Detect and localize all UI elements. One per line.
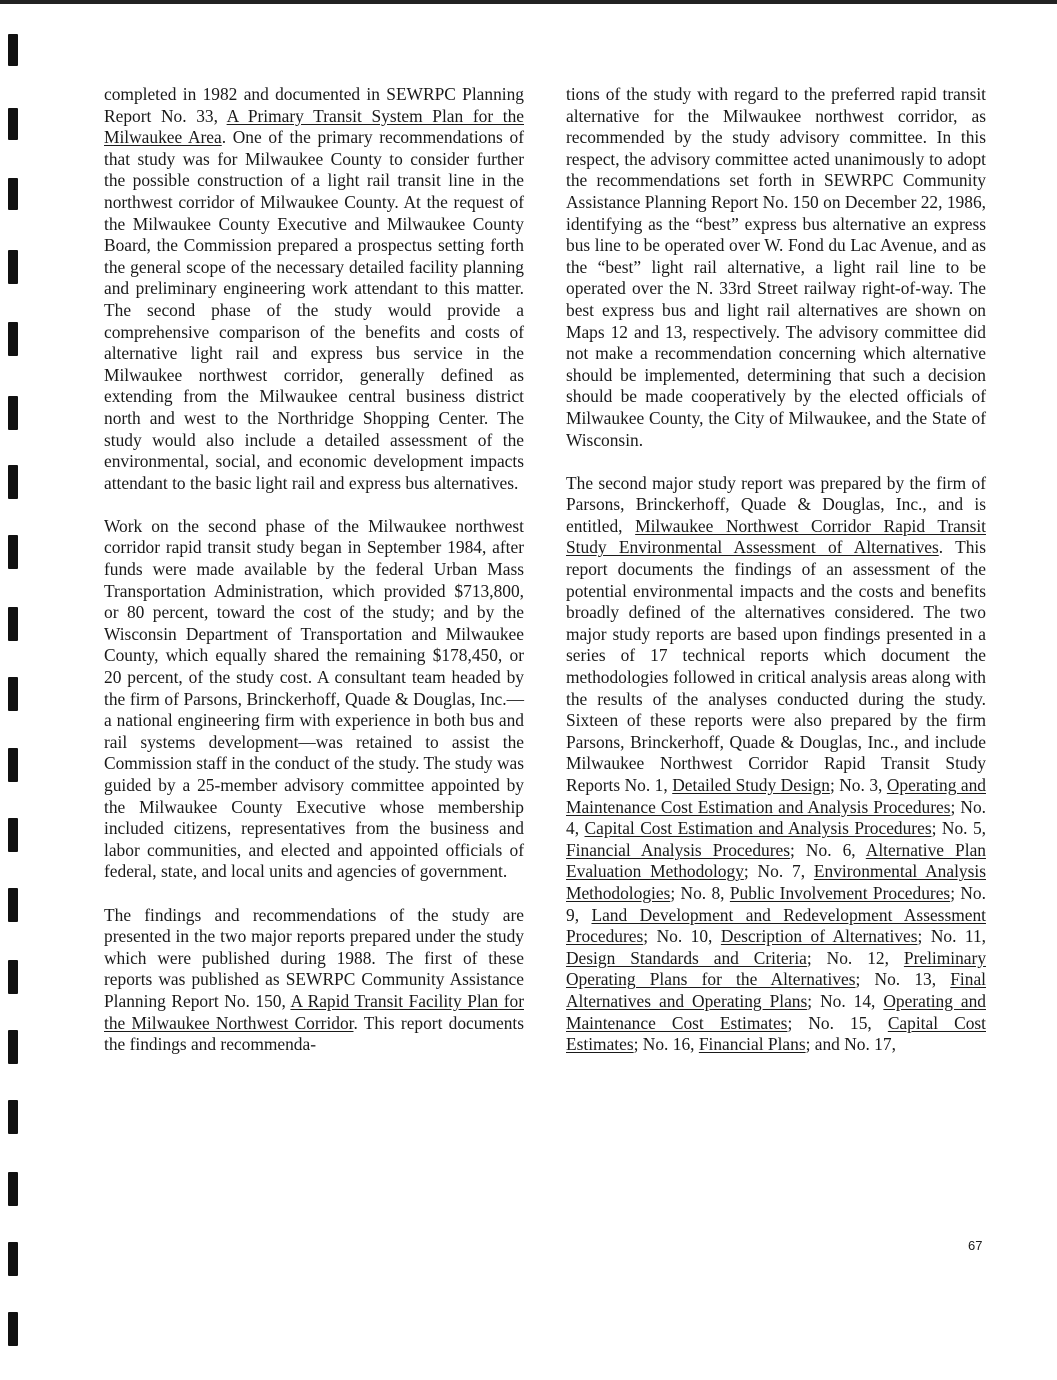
- report-title: Detailed Study Design: [672, 775, 830, 795]
- paragraph: tions of the study with regard to the preferred rapid transit alternative for the Milwaukee northwest corridor, as recommended by the study advisory committee. In this respect, the advisory committee acted unanimously to adopt the recommendations set forth in SEWRPC Community Assistance Planning Report No. 150 on December 22, 1986, identifying as the “best” express bus alternative an express bus line to be operated over W. Fond du Lac Avenue, and as the “best” light rail alternative, a light rail line to be operated over the N. 33rd Street railway right-of-way. The best express bus and light rail alternatives are shown on Maps 12 and 13, respectively. The advisory committee did not make a recommendation concerning which alternative should be implemented, determining that such a decision should be made cooperatively by the elected officials of Milwaukee County, the City of Milwaukee, and the State of Wisconsin.: [566, 84, 986, 450]
- report-title: Environmental Analysis Methodologies: [566, 861, 986, 903]
- paragraph: completed in 1982 and documented in SEWRPC Planning Report No. 33, A Primary Transit System Plan for the Milwaukee Area. One of the primary recommendations of that study was for Milwaukee County to consider further the possible construction of a light rail transit line in the northwest corridor of Milwaukee County. At the request of the Milwaukee County Executive and Milwaukee County Board, the Commission prepared a prospectus setting forth the general scope of the necessary detailed facility planning and preliminary engineering work attendant to this matter. The second phase of the study would provide a comprehensive comparison of the benefits and costs of alternative light rail and express bus service in the Milwaukee northwest corridor, generally defined as extending from the Milwaukee central business district north and west to the Northridge Shopping Center. The study would also include a detailed assessment of the environmental, social, and economic development impacts attendant to the basic light rail and express bus alternatives.: [104, 84, 524, 493]
- report-title: Final Alternatives and Operating Plans: [566, 969, 987, 1011]
- left-column: [104, 84, 524, 1077]
- right-column: [566, 84, 986, 1077]
- binding-mark: [8, 1172, 18, 1206]
- report-title: Land Development and Redevelopment Assessment Procedures: [566, 904, 986, 947]
- binding-mark: [8, 960, 18, 994]
- scan-top-edge: [0, 0, 1057, 4]
- report-title: Design Standards and Criteria: [566, 947, 807, 968]
- report-title: Alternative Plan Evaluation Methodology: [566, 839, 986, 882]
- binding-mark: [8, 1312, 18, 1346]
- report-title: A Primary Transit System Plan for the Milwaukee Area: [104, 105, 524, 148]
- binding-mark: [8, 677, 18, 711]
- report-title: Financial Analysis Procedures: [566, 839, 791, 860]
- report-title: Milwaukee Northwest Corridor Rapid Transit Study Environmental Assessment of Alternatives: [566, 515, 986, 558]
- paragraph: Work on the second phase of the Milwaukee northwest corridor rapid transit study began in September 1984, after funds were made available by the federal Urban Mass Transportation Administration, which provided $713,800, or 80 percent, toward the cost of the study; and by the Wisconsin Department of Transportation and Milwaukee County, which equally shared the remaining $178,450, or 20 percent, of the study cost. A consultant team headed by the firm of Parsons, Brinckerhoff, Quade & Douglas, Inc.—a national engineering firm with experience in both bus and rail systems development—was retained to assist the Commission staff in the conduct of the study. The study was guided by a 25-member advisory committee appointed by the Milwaukee County Executive whose membership included citizens, representatives from the business and labor communities, and elected and appointed officials of federal, state, and local units and agencies of government.: [104, 515, 524, 882]
- binding-mark: [8, 465, 18, 499]
- report-title: A Rapid Transit Facility Plan for the Milwaukee Northwest Corridor: [104, 990, 524, 1033]
- binding-mark: [8, 1030, 18, 1064]
- binding-mark: [8, 1100, 18, 1134]
- binding-mark: [8, 1242, 18, 1276]
- binding-mark: [8, 535, 18, 569]
- page-number: 67: [968, 1238, 983, 1253]
- binding-holes: [4, 0, 24, 1380]
- binding-mark: [8, 818, 18, 852]
- report-title: Capital Cost Estimates: [566, 1012, 986, 1055]
- binding-mark: [8, 108, 18, 140]
- report-title: Operating and Maintenance Cost Estimation and Analysis Procedures: [566, 775, 986, 817]
- report-title: Capital Cost Estimation and Analysis Procedures: [584, 818, 932, 839]
- paragraph: The findings and recommendations of the study are presented in the two major reports prepared under the study which were published during 1988. The first of these reports was published as SEWRPC Community Assistance Planning Report No. 150, A Rapid Transit Facility Plan for the Milwaukee Northwest Corridor. This report documents the findings and recommenda-: [104, 904, 524, 1055]
- report-title: Public Involvement Procedures: [729, 882, 951, 903]
- binding-mark: [8, 888, 18, 922]
- report-title: Preliminary Operating Plans for the Alternatives: [566, 947, 987, 990]
- binding-mark: [8, 178, 18, 210]
- binding-mark: [8, 607, 18, 641]
- binding-mark: [8, 396, 18, 430]
- binding-mark: [8, 34, 18, 66]
- report-title: Financial Plans: [698, 1034, 806, 1055]
- report-title: Operating and Maintenance Cost Estimates: [566, 990, 986, 1033]
- binding-mark: [8, 748, 18, 782]
- paragraph: The second major study report was prepared by the firm of Parsons, Brinckerhoff, Quade & Douglas, Inc., and is entitled, Milwaukee Northwest Corridor Rapid Transit Study Environmental Assessment of Alternatives. This report documents the findings of an assessment of the potential environmental impacts and the costs and benefits broadly defined of the alternatives considered. The two major study reports are based upon findings presented in a series of 17 technical reports which document the methodologies followed in critical analysis areas along with the results of the analyses conducted during the study. Sixteen of these reports were also prepared by the firm Parsons, Brinckerhoff, Quade & Douglas, Inc., and include Milwaukee Northwest Corridor Rapid Transit Study Reports No. 1, Detailed Study Design; No. 3, Operating and Maintenance Cost Estimation and Analysis Procedures; No. 4, Capital Cost Estimation and Analysis Procedures; No. 5, Financial Analysis Procedures; No. 6, Alternative Plan Evaluation Methodology; No. 7, Environmental Analysis Methodologies; No. 8, Public Involvement Procedures; No. 9, Land Development and Redevelopment Assessment Procedures; No. 10, Description of Alternatives; No. 11, Design Standards and Criteria; No. 12, Preliminary Operating Plans for the Alternatives; No. 13, Final Alternatives and Operating Plans; No. 14, Operating and Maintenance Cost Estimates; No. 15, Capital Cost Estimates; No. 16, Financial Plans; and No. 17,: [566, 472, 987, 1055]
- report-title: Description of Alternatives: [720, 926, 918, 947]
- binding-mark: [8, 250, 18, 284]
- binding-mark: [8, 322, 18, 356]
